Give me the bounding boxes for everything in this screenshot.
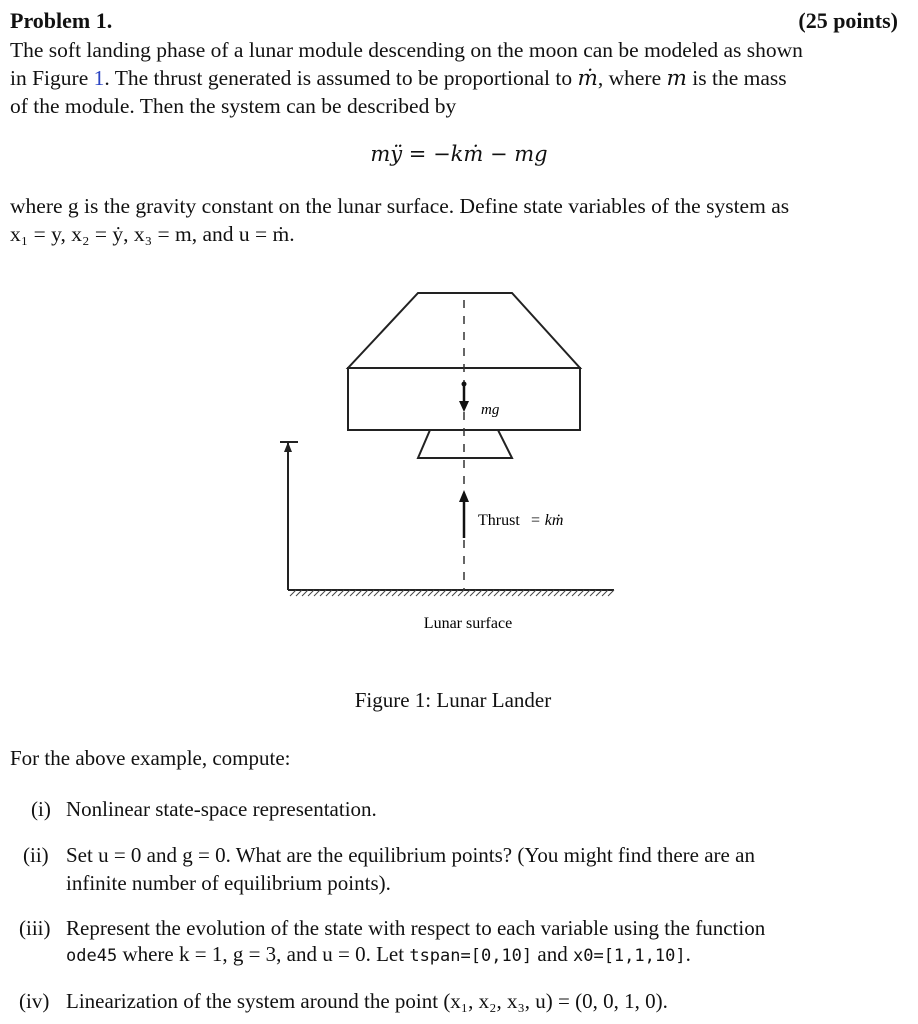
altitude-arrow-head xyxy=(284,442,292,452)
item-4-text: Linearization of the system around the point (x₁, x₂, x₃, u) = (0, 0, 1, 0). xyxy=(66,989,668,1013)
thrust-equation: = kṁ xyxy=(530,512,564,529)
problem-title: Problem 1. xyxy=(10,8,113,33)
gravity-arrow-head xyxy=(459,401,469,412)
thrust-arrow-head xyxy=(459,490,469,502)
mg-label: mg xyxy=(481,402,500,418)
state-line-2: x₁ = y, x₂ = ẏ, x₃ = m, and u = ṁ. xyxy=(10,222,295,246)
item-2-text-line-2: infinite number of equilibrium points). xyxy=(66,871,391,895)
figure-ref-link[interactable]: 1 xyxy=(93,66,105,90)
code-ode45: ode45 xyxy=(66,946,118,966)
item-4-number: (iv) xyxy=(19,989,50,1013)
item-3-number: (iii) xyxy=(19,916,51,940)
item-3-text-line-2: ode45 where k = 1, g = 3, and u = 0. Let tspan=[0,10] and x0=[1,1,10]. xyxy=(66,942,691,966)
intro-line-3: of the module. Then the system can be described by xyxy=(10,94,457,118)
surface-label: Lunar surface xyxy=(423,615,513,632)
intro-line-1: The soft landing phase of a lunar module descending on the moon can be modeled as shown xyxy=(10,38,803,62)
problem-points: (25 points) xyxy=(798,8,898,33)
figure-caption: Figure 1: Lunar Lander xyxy=(354,688,552,712)
item-1-text: Nonlinear state-space representation. xyxy=(66,797,377,821)
item-2-number: (ii) xyxy=(23,843,49,867)
state-line-1: where g is the gravity constant on the lunar surface. Define state variables of the system as xyxy=(10,194,790,218)
system-equation: mÿ = −kṁ − mg xyxy=(370,142,548,166)
code-tspan: tspan=[0,10] xyxy=(409,946,533,966)
center-of-mass-dot xyxy=(462,382,467,387)
item-1-number: (i) xyxy=(31,797,51,821)
thrust-label: Thrust xyxy=(478,512,520,529)
item-3-text-line-1: Represent the evolution of the state with respect to each variable using the function xyxy=(66,916,766,940)
intro-line-2: in Figure 1. The thrust generated is assumed to be proportional to ṁ, where m is the mass xyxy=(10,66,787,91)
code-x0: x0=[1,1,10] xyxy=(572,946,686,966)
tasks-intro: For the above example, compute: xyxy=(10,746,291,770)
item-2-text-line-1: Set u = 0 and g = 0. What are the equilibrium points? (You might find there are an xyxy=(66,843,755,867)
lander-nozzle xyxy=(418,430,512,458)
